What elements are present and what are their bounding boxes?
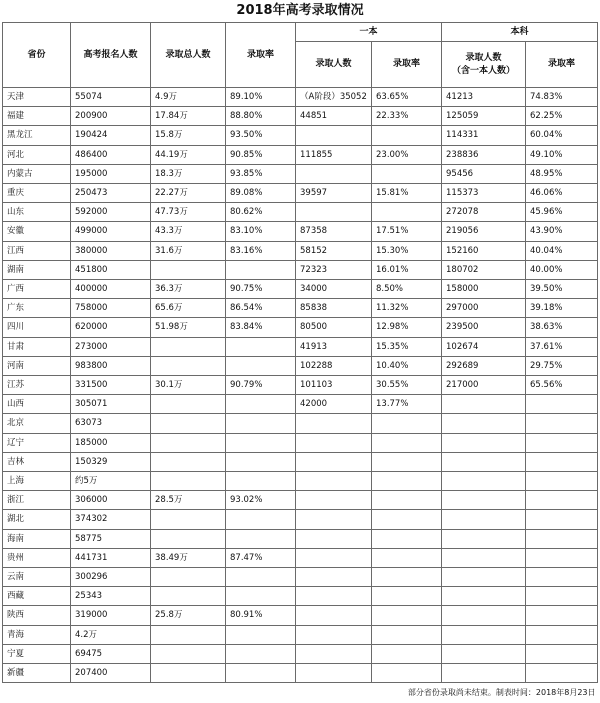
tier1-admitted-cell [296, 568, 372, 587]
admitted-total-cell [151, 664, 226, 683]
applicants-cell: 207400 [71, 664, 151, 683]
applicants-cell: 250473 [71, 184, 151, 203]
tier1-rate-cell: 23.00% [372, 145, 442, 164]
bachelor-admitted-cell [442, 414, 526, 433]
table-row [3, 548, 598, 567]
tier1-admitted-cell [296, 548, 372, 567]
bachelor-admitted-cell: 115373 [442, 184, 526, 203]
table-row [3, 491, 598, 510]
admitted-total-cell: 22.27万 [151, 184, 226, 203]
tier1-rate-cell: 10.40% [372, 356, 442, 375]
tier1-rate-cell [372, 664, 442, 683]
bachelor-rate-cell [526, 548, 598, 567]
table-row [3, 414, 598, 433]
table-row [3, 299, 598, 318]
tier1-admitted-cell [296, 644, 372, 663]
tier1-rate-cell [372, 644, 442, 663]
table-row [3, 664, 598, 683]
admit-rate-cell: 83.16% [226, 241, 296, 260]
table-row [3, 318, 598, 337]
header-bachelor-admitted-line1: 录取人数 [466, 53, 502, 63]
province-cell: 江西 [3, 241, 71, 260]
admit-rate-cell: 83.10% [226, 222, 296, 241]
bachelor-admitted-cell: 272078 [442, 203, 526, 222]
tier1-rate-cell [372, 203, 442, 222]
bachelor-rate-cell [526, 625, 598, 644]
province-cell: 河南 [3, 356, 71, 375]
bachelor-rate-cell [526, 529, 598, 548]
table-row [3, 376, 598, 395]
applicants-cell: 374302 [71, 510, 151, 529]
admitted-total-cell [151, 395, 226, 414]
province-cell: 江苏 [3, 376, 71, 395]
bachelor-rate-cell: 74.83% [526, 88, 598, 107]
tier1-admitted-cell [296, 414, 372, 433]
bachelor-admitted-cell [442, 568, 526, 587]
table-row [3, 107, 598, 126]
admit-rate-cell: 90.85% [226, 145, 296, 164]
admitted-total-cell: 18.3万 [151, 164, 226, 183]
bachelor-rate-cell: 48.95% [526, 164, 598, 183]
page-title: 2018年高考录取情况 [0, 0, 600, 22]
tier1-rate-cell [372, 529, 442, 548]
table-row [3, 145, 598, 164]
table-row [3, 452, 598, 471]
admit-rate-cell [226, 414, 296, 433]
tier1-admitted-cell: 102288 [296, 356, 372, 375]
tier1-admitted-cell [296, 433, 372, 452]
footnote: 部分省份录取尚未结束。制表时间：2018年8月23日 [296, 683, 598, 703]
bachelor-admitted-cell [442, 625, 526, 644]
province-cell: 广西 [3, 280, 71, 299]
province-cell: 吉林 [3, 452, 71, 471]
province-cell: 甘肃 [3, 337, 71, 356]
applicants-cell: 451800 [71, 260, 151, 279]
table-row [3, 395, 598, 414]
header-bachelor-rate: 录取率 [526, 42, 598, 88]
applicants-cell: 69475 [71, 644, 151, 663]
province-cell: 西藏 [3, 587, 71, 606]
bachelor-admitted-cell: 41213 [442, 88, 526, 107]
tier1-admitted-cell: 44851 [296, 107, 372, 126]
bachelor-rate-cell: 38.63% [526, 318, 598, 337]
header-tier1-group: 一本 [296, 23, 442, 42]
admit-rate-cell: 93.50% [226, 126, 296, 145]
admit-rate-cell: 93.02% [226, 491, 296, 510]
header-province: 省份 [3, 23, 71, 88]
header-tier1-rate: 录取率 [372, 42, 442, 88]
tier1-admitted-cell: 87358 [296, 222, 372, 241]
tier1-rate-cell [372, 510, 442, 529]
tier1-rate-cell: 30.55% [372, 376, 442, 395]
bachelor-admitted-cell [442, 395, 526, 414]
tier1-rate-cell: 17.51% [372, 222, 442, 241]
province-cell: 贵州 [3, 548, 71, 567]
province-cell: 上海 [3, 472, 71, 491]
tier1-rate-cell [372, 164, 442, 183]
admitted-total-cell [151, 529, 226, 548]
table-row [3, 568, 598, 587]
bachelor-admitted-cell: 152160 [442, 241, 526, 260]
tier1-rate-cell [372, 568, 442, 587]
tier1-admitted-cell [296, 587, 372, 606]
table-row [3, 433, 598, 452]
applicants-cell: 195000 [71, 164, 151, 183]
tier1-admitted-cell: 34000 [296, 280, 372, 299]
bachelor-admitted-cell: 292689 [442, 356, 526, 375]
province-cell: 四川 [3, 318, 71, 337]
bachelor-rate-cell: 60.04% [526, 126, 598, 145]
applicants-cell: 190424 [71, 126, 151, 145]
tier1-rate-cell: 16.01% [372, 260, 442, 279]
province-cell: 青海 [3, 625, 71, 644]
admit-rate-cell [226, 433, 296, 452]
table-row [3, 510, 598, 529]
header-bachelor-admitted-line2: （含一本人数） [452, 66, 515, 76]
admitted-total-cell [151, 472, 226, 491]
tier1-rate-cell: 15.35% [372, 337, 442, 356]
tier1-rate-cell: 13.77% [372, 395, 442, 414]
table-row [3, 587, 598, 606]
admit-rate-cell [226, 529, 296, 548]
tier1-rate-cell [372, 414, 442, 433]
tier1-admitted-cell [296, 126, 372, 145]
province-cell: 重庆 [3, 184, 71, 203]
bachelor-rate-cell [526, 510, 598, 529]
bachelor-admitted-cell [442, 664, 526, 683]
admit-rate-cell: 86.54% [226, 299, 296, 318]
province-cell: 黑龙江 [3, 126, 71, 145]
admit-rate-cell: 90.75% [226, 280, 296, 299]
table-row [3, 472, 598, 491]
admitted-total-cell [151, 510, 226, 529]
admitted-total-cell [151, 356, 226, 375]
applicants-cell: 441731 [71, 548, 151, 567]
bachelor-rate-cell [526, 491, 598, 510]
bachelor-admitted-cell: 102674 [442, 337, 526, 356]
header-tier1-admitted: 录取人数 [296, 42, 372, 88]
bachelor-admitted-cell: 238836 [442, 145, 526, 164]
tier1-admitted-cell [296, 203, 372, 222]
tier1-admitted-cell: 80500 [296, 318, 372, 337]
tier1-rate-cell [372, 126, 442, 145]
applicants-cell: 58775 [71, 529, 151, 548]
bachelor-admitted-cell [442, 587, 526, 606]
applicants-cell: 306000 [71, 491, 151, 510]
bachelor-admitted-cell [442, 606, 526, 625]
admit-rate-cell: 80.91% [226, 606, 296, 625]
bachelor-admitted-cell: 217000 [442, 376, 526, 395]
admission-table [2, 22, 598, 703]
admit-rate-cell: 88.80% [226, 107, 296, 126]
bachelor-rate-cell [526, 664, 598, 683]
province-cell: 山东 [3, 203, 71, 222]
tier1-rate-cell [372, 433, 442, 452]
admit-rate-cell: 93.85% [226, 164, 296, 183]
admitted-total-cell: 31.6万 [151, 241, 226, 260]
admit-rate-cell [226, 510, 296, 529]
bachelor-rate-cell: 45.96% [526, 203, 598, 222]
admitted-total-cell: 15.8万 [151, 126, 226, 145]
table-row [3, 260, 598, 279]
tier1-rate-cell [372, 587, 442, 606]
tier1-admitted-cell [296, 606, 372, 625]
applicants-cell: 200900 [71, 107, 151, 126]
table-row [3, 625, 598, 644]
bachelor-rate-cell: 46.06% [526, 184, 598, 203]
table-row [3, 606, 598, 625]
tier1-rate-cell: 11.32% [372, 299, 442, 318]
applicants-cell: 499000 [71, 222, 151, 241]
province-cell: 云南 [3, 568, 71, 587]
province-cell: 海南 [3, 529, 71, 548]
header-bachelor-group: 本科 [442, 23, 598, 42]
table-row [3, 164, 598, 183]
applicants-cell: 约5万 [71, 472, 151, 491]
applicants-cell: 319000 [71, 606, 151, 625]
applicants-cell: 486400 [71, 145, 151, 164]
header-bachelor-admitted [442, 42, 526, 88]
bachelor-rate-cell: 40.04% [526, 241, 598, 260]
province-cell: 山西 [3, 395, 71, 414]
admit-rate-cell: 89.10% [226, 88, 296, 107]
applicants-cell: 400000 [71, 280, 151, 299]
tier1-rate-cell: 22.33% [372, 107, 442, 126]
table-row [3, 241, 598, 260]
tier1-rate-cell: 15.30% [372, 241, 442, 260]
tier1-rate-cell: 8.50% [372, 280, 442, 299]
admitted-total-cell [151, 452, 226, 471]
admit-rate-cell: 89.08% [226, 184, 296, 203]
admit-rate-cell [226, 625, 296, 644]
admitted-total-cell: 25.8万 [151, 606, 226, 625]
province-cell: 北京 [3, 414, 71, 433]
admit-rate-cell [226, 644, 296, 663]
applicants-cell: 55074 [71, 88, 151, 107]
bachelor-rate-cell [526, 606, 598, 625]
admit-rate-cell [226, 568, 296, 587]
province-cell: 新疆 [3, 664, 71, 683]
bachelor-admitted-cell: 95456 [442, 164, 526, 183]
admit-rate-cell [226, 395, 296, 414]
tier1-admitted-cell: （A阶段）35052 [296, 88, 372, 107]
admitted-total-cell [151, 644, 226, 663]
tier1-rate-cell [372, 606, 442, 625]
applicants-cell: 273000 [71, 337, 151, 356]
tier1-rate-cell: 15.81% [372, 184, 442, 203]
admitted-total-cell: 38.49万 [151, 548, 226, 567]
admitted-total-cell [151, 260, 226, 279]
admitted-total-cell: 30.1万 [151, 376, 226, 395]
tier1-admitted-cell [296, 472, 372, 491]
admitted-total-cell: 17.84万 [151, 107, 226, 126]
bachelor-rate-cell: 29.75% [526, 356, 598, 375]
bachelor-admitted-cell: 239500 [442, 318, 526, 337]
admitted-total-cell: 65.6万 [151, 299, 226, 318]
applicants-cell: 380000 [71, 241, 151, 260]
footnote-spacer [3, 683, 296, 703]
province-cell: 河北 [3, 145, 71, 164]
tier1-admitted-cell [296, 164, 372, 183]
tier1-rate-cell [372, 625, 442, 644]
applicants-cell: 300296 [71, 568, 151, 587]
tier1-rate-cell: 63.65% [372, 88, 442, 107]
bachelor-rate-cell [526, 587, 598, 606]
bachelor-admitted-cell [442, 529, 526, 548]
bachelor-rate-cell: 65.56% [526, 376, 598, 395]
bachelor-admitted-cell: 114331 [442, 126, 526, 145]
bachelor-rate-cell: 49.10% [526, 145, 598, 164]
province-cell: 内蒙古 [3, 164, 71, 183]
bachelor-admitted-cell [442, 452, 526, 471]
admitted-total-cell [151, 625, 226, 644]
admitted-total-cell: 36.3万 [151, 280, 226, 299]
bachelor-rate-cell: 43.90% [526, 222, 598, 241]
tier1-admitted-cell [296, 625, 372, 644]
bachelor-rate-cell: 40.00% [526, 260, 598, 279]
applicants-cell: 331500 [71, 376, 151, 395]
admitted-total-cell: 28.5万 [151, 491, 226, 510]
tier1-admitted-cell [296, 664, 372, 683]
applicants-cell: 150329 [71, 452, 151, 471]
admitted-total-cell [151, 433, 226, 452]
admitted-total-cell [151, 568, 226, 587]
table-row [3, 222, 598, 241]
bachelor-admitted-cell: 180702 [442, 260, 526, 279]
admit-rate-cell [226, 356, 296, 375]
bachelor-rate-cell: 37.61% [526, 337, 598, 356]
province-cell: 陕西 [3, 606, 71, 625]
bachelor-admitted-cell [442, 433, 526, 452]
tier1-admitted-cell: 58152 [296, 241, 372, 260]
province-cell: 广东 [3, 299, 71, 318]
tier1-rate-cell [372, 548, 442, 567]
tier1-admitted-cell [296, 491, 372, 510]
province-cell: 辽宁 [3, 433, 71, 452]
tier1-admitted-cell [296, 510, 372, 529]
table-row [3, 356, 598, 375]
admit-rate-cell [226, 664, 296, 683]
bachelor-rate-cell: 62.25% [526, 107, 598, 126]
admit-rate-cell: 83.84% [226, 318, 296, 337]
table-row [3, 280, 598, 299]
applicants-cell: 620000 [71, 318, 151, 337]
applicants-cell: 592000 [71, 203, 151, 222]
admit-rate-cell [226, 452, 296, 471]
bachelor-admitted-cell [442, 491, 526, 510]
header-applicants: 高考报名人数 [71, 23, 151, 88]
admitted-total-cell: 4.9万 [151, 88, 226, 107]
bachelor-rate-cell [526, 395, 598, 414]
table-row [3, 184, 598, 203]
tier1-admitted-cell: 72323 [296, 260, 372, 279]
tier1-admitted-cell: 111855 [296, 145, 372, 164]
bachelor-admitted-cell [442, 472, 526, 491]
tier1-admitted-cell [296, 452, 372, 471]
tier1-rate-cell [372, 452, 442, 471]
applicants-cell: 758000 [71, 299, 151, 318]
bachelor-admitted-cell: 219056 [442, 222, 526, 241]
table-row [3, 203, 598, 222]
bachelor-rate-cell [526, 472, 598, 491]
applicants-cell: 4.2万 [71, 625, 151, 644]
bachelor-admitted-cell [442, 510, 526, 529]
province-cell: 浙江 [3, 491, 71, 510]
tier1-admitted-cell: 85838 [296, 299, 372, 318]
admitted-total-cell: 44.19万 [151, 145, 226, 164]
admit-rate-cell: 87.47% [226, 548, 296, 567]
bachelor-admitted-cell: 125059 [442, 107, 526, 126]
header-admit-rate: 录取率 [226, 23, 296, 88]
admitted-total-cell: 43.3万 [151, 222, 226, 241]
admitted-total-cell [151, 337, 226, 356]
table-body [3, 23, 598, 703]
admitted-total-cell [151, 414, 226, 433]
admit-rate-cell: 90.79% [226, 376, 296, 395]
tier1-admitted-cell: 39597 [296, 184, 372, 203]
admitted-total-cell: 47.73万 [151, 203, 226, 222]
bachelor-admitted-cell: 158000 [442, 280, 526, 299]
bachelor-rate-cell [526, 568, 598, 587]
tier1-rate-cell [372, 491, 442, 510]
applicants-cell: 305071 [71, 395, 151, 414]
province-cell: 福建 [3, 107, 71, 126]
admitted-total-cell: 51.98万 [151, 318, 226, 337]
bachelor-admitted-cell: 297000 [442, 299, 526, 318]
bachelor-rate-cell [526, 433, 598, 452]
table-row [3, 126, 598, 145]
tier1-rate-cell: 12.98% [372, 318, 442, 337]
bachelor-rate-cell [526, 644, 598, 663]
province-cell: 湖北 [3, 510, 71, 529]
admit-rate-cell [226, 260, 296, 279]
admit-rate-cell [226, 472, 296, 491]
bachelor-admitted-cell [442, 548, 526, 567]
applicants-cell: 25343 [71, 587, 151, 606]
tier1-admitted-cell: 41913 [296, 337, 372, 356]
bachelor-admitted-cell [442, 644, 526, 663]
table-row [3, 88, 598, 107]
province-cell: 安徽 [3, 222, 71, 241]
bachelor-rate-cell: 39.50% [526, 280, 598, 299]
applicants-cell: 983800 [71, 356, 151, 375]
admitted-total-cell [151, 587, 226, 606]
table-row [3, 529, 598, 548]
applicants-cell: 63073 [71, 414, 151, 433]
table-row [3, 337, 598, 356]
bachelor-rate-cell: 39.18% [526, 299, 598, 318]
bachelor-rate-cell [526, 414, 598, 433]
applicants-cell: 185000 [71, 433, 151, 452]
province-cell: 天津 [3, 88, 71, 107]
header-admitted-total: 录取总人数 [151, 23, 226, 88]
bachelor-rate-cell [526, 452, 598, 471]
province-cell: 湖南 [3, 260, 71, 279]
header-row-top [3, 23, 598, 42]
admit-rate-cell [226, 337, 296, 356]
admit-rate-cell [226, 587, 296, 606]
table-row [3, 644, 598, 663]
tier1-rate-cell [372, 472, 442, 491]
footnote-row [3, 683, 598, 703]
tier1-admitted-cell [296, 529, 372, 548]
province-cell: 宁夏 [3, 644, 71, 663]
tier1-admitted-cell: 101103 [296, 376, 372, 395]
tier1-admitted-cell: 42000 [296, 395, 372, 414]
admit-rate-cell: 80.62% [226, 203, 296, 222]
